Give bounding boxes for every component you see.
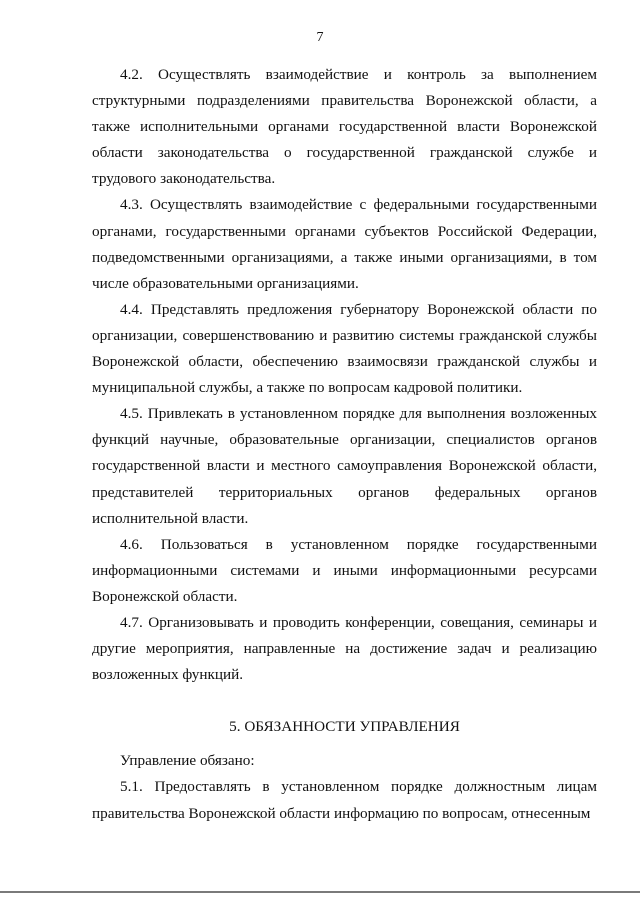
- section-heading: 5. ОБЯЗАННОСТИ УПРАВЛЕНИЯ: [229, 718, 460, 736]
- paragraph-4-7: 4.7. Организовывать и проводить конференции, совещания, семинары и другие мероприятия, направленные на достижение задач и реализацию возложенных функций.: [92, 613, 597, 684]
- bottom-divider: [0, 891, 640, 893]
- paragraph-4-5: 4.5. Привлекать в установленном порядке для выполнения возложенных функций научные, образовательные организации, специалистов органов государственной власти и местного самоуправления Воронежской области, представителей территориальных органов федеральных органов исполнительной власти.: [92, 405, 597, 527]
- paragraph-intro: Управление обязано:: [120, 752, 255, 770]
- paragraph-5-1: 5.1. Предоставлять в установленном порядке должностным лицам правительства Воронежской области информацию по вопросам, отнесенным: [92, 778, 597, 822]
- document-body: [92, 62, 597, 827]
- paragraph-4-4: 4.4. Представлять предложения губернатору Воронежской области по организации, совершенствованию и развитию системы гражданской службы Воронежской области, обеспечению взаимосвязи гражданской службы и муниципальной службы, а также по вопросам кадровой политики.: [92, 300, 597, 397]
- paragraph-4-6: 4.6. Пользоваться в установленном порядке государственными информационными системами и иными информационными ресурсами Воронежской области.: [92, 535, 597, 605]
- page-number: 7: [316, 30, 324, 45]
- paragraph-4-2: 4.2. Осуществлять взаимодействие и контроль за выполнением структурными подразделениями правительства Воронежской области, а также исполнительными органами государственной власти Воронежской области законодательства о государственной гражданской службе и трудового законодательства.: [92, 66, 597, 188]
- paragraph-4-3: 4.3. Осуществлять взаимодействие с федеральными государственными органами, государственными органами субъектов Российской Федерации, подведомственными организациями, а также иными организациями, в том числе образовательными организациями.: [92, 196, 597, 292]
